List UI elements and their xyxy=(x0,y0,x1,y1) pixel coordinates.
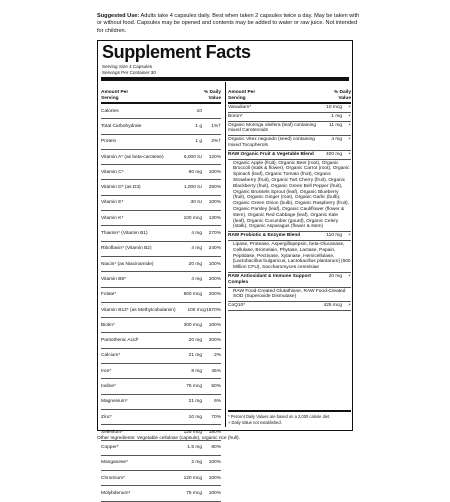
nutrient-amount: 800 mcg xyxy=(183,292,202,298)
nutrient-row xyxy=(101,441,221,456)
nutrient-dv: + xyxy=(348,137,351,143)
nutrient-dv: 100% xyxy=(208,322,221,328)
nutrient-dv: 200% xyxy=(208,338,221,344)
nutrient-dv: 250% xyxy=(208,185,221,191)
header-dv: % Daily Value xyxy=(333,90,351,102)
nutrient-dv: 2%† xyxy=(211,139,221,145)
nutrient-amount: 8 mg xyxy=(191,368,202,374)
nutrient-row xyxy=(101,104,221,119)
nutrient-amount: 4 mg xyxy=(191,276,202,282)
nutrient-dv: 80% xyxy=(211,445,221,451)
nutrient-row xyxy=(101,379,221,394)
nutrient-amount: 11 mg xyxy=(329,122,342,128)
nutrient-dv: 1670% xyxy=(206,307,221,313)
blend-row xyxy=(228,273,351,288)
nutrient-row xyxy=(101,180,221,195)
suggested-use xyxy=(97,13,362,35)
blend-name: RAW Organic Fruit & Vegetable Blend xyxy=(228,151,314,157)
nutrient-name: Organic Vitex negundo (seed) containing mixed Tocopherols xyxy=(228,137,315,148)
nutrient-amount: 60 mg xyxy=(188,169,202,175)
nutrient-row xyxy=(101,364,221,379)
nutrient-row xyxy=(101,165,221,180)
blend-dv: + xyxy=(348,151,351,157)
blend-name: RAW Antioxidant & Immune Support Complex xyxy=(228,273,311,285)
nutrient-amount: 1,000 IU xyxy=(183,185,202,191)
nutrient-name: Iodine* xyxy=(101,383,116,389)
blend-ingredients: Organic Apple (fruit), Organic Beet (root), Organic Broccoli (stalk & flower), Organic Carrot (root), Organic Spinach (leaf), Organic Tomato (fruit), Organic Strawberry (fruit), Organic Tart Cherry (fruit), Organic Blackberry (fruit), Organic Green Bell Pepper (fruit), Organic Brussels Sprout (leaf), Organic Blueberry (fruit), Organic Ginger (root), Organic Garlic (bulb), Organic Green Onion (bulb), Organic Raspberry (fruit), Organic Parsley (leaf), Organic Cauliflower (flower & stem), Organic Red Cabbage (leaf), Organic Kale (leaf), Organic Cucumber (gourd), Organic Celery (stalk), Organic Asparagus (flower & stem) xyxy=(228,160,351,233)
nutrient-row xyxy=(101,288,221,303)
nutrient-amount: 100 mcg xyxy=(187,307,206,313)
nutrient-row xyxy=(101,471,221,486)
nutrient-name: Total Carbohydrate xyxy=(101,123,142,129)
nutrient-dv: 1%† xyxy=(211,123,221,129)
nutrient-amount: 10 mcg xyxy=(326,105,342,110)
footnote xyxy=(228,410,351,425)
nutrient-amount: 300 mcg xyxy=(183,322,202,328)
blend-dv: + xyxy=(348,273,351,279)
right-header xyxy=(228,82,351,104)
nutrient-dv: 2% xyxy=(214,353,221,359)
nutrient-dv: 100% xyxy=(208,460,221,466)
nutrient-dv: + xyxy=(348,105,351,110)
nutrient-row xyxy=(101,456,221,471)
nutrient-name: Calories xyxy=(101,108,119,114)
nutrient-name: Vitamin B12* (as Methylcobalamin) xyxy=(101,307,176,313)
nutrient-name: Chromium* xyxy=(101,475,125,481)
nutrient-amount: 1.5 mg xyxy=(187,445,202,451)
nutrient-dv: + xyxy=(348,303,351,309)
blend-row xyxy=(228,232,351,241)
nutrient-amount: 100 mcg xyxy=(183,215,202,221)
nutrient-dv: 130% xyxy=(208,215,221,221)
nutrient-row xyxy=(101,242,221,257)
servings-per-container: Servings Per Container 30 xyxy=(102,69,156,75)
nutrient-dv: 240% xyxy=(208,246,221,252)
blend-amount: 110 mg xyxy=(326,233,342,239)
nutrient-amount: 4 mg xyxy=(191,231,202,237)
nutrient-dv: 100% xyxy=(208,261,221,267)
nutrient-row xyxy=(101,135,221,150)
nutrient-name: Manganese* xyxy=(101,460,128,466)
nutrient-dv: 45% xyxy=(211,368,221,374)
nutrient-name: Iron* xyxy=(101,368,112,374)
nutrient-name: Boron* xyxy=(228,113,243,119)
nutrient-amount: 10 mg xyxy=(188,414,202,420)
nutrient-amount: 30 IU xyxy=(190,200,202,206)
nutrient-dv: 100% xyxy=(208,169,221,175)
blend-ingredients: Lipase, Protease, Aspergillopepsin, beta-Glucanase, Cellulase, Bromelain, Phytase, Lactase, Papain, Peptidase, Pectinase, Xylanase, Hemicellulase, [Lactobacillus bulgaricus, Lactobacillus plantarum] (500 Million CFU), Saccharomyces cerevisiae xyxy=(228,241,351,273)
nutrient-name: Vitamin D* (as D3) xyxy=(101,185,141,191)
nutrient-dv: 100% xyxy=(208,491,221,497)
blend-ingredients: RAW Food-Created Glutathione, RAW Food-Created SOD (Superoxide Dismutase) xyxy=(228,288,351,303)
nutrient-amount: 20 mg xyxy=(188,338,202,344)
nutrient-amount: 125 mcg xyxy=(183,429,202,435)
nutrient-amount: 21 mg xyxy=(188,353,202,359)
header-amount: Amount Per Serving xyxy=(101,90,129,102)
right-column xyxy=(228,82,351,311)
column-divider xyxy=(225,82,226,427)
other-ingredients: Other Ingredients: Vegetable cellulose (capsule), organic rice (hull). xyxy=(97,436,240,441)
left-rows xyxy=(101,104,221,502)
nutrient-dv: 100% xyxy=(208,200,221,206)
nutrient-row xyxy=(101,333,221,348)
nutrient-name: Magnesium* xyxy=(101,399,128,405)
nutrient-dv: 180% xyxy=(208,429,221,435)
nutrient-amount: 6,000 IU xyxy=(183,154,202,160)
panel-title: Supplement Facts xyxy=(102,42,251,62)
nutrient-dv: 100% xyxy=(208,475,221,481)
nutrient-dv: 200% xyxy=(208,276,221,282)
nutrient-amount: 1 g xyxy=(195,123,202,129)
nutrient-name: Calcium* xyxy=(101,353,121,359)
nutrient-amount: 20 mg xyxy=(188,261,202,267)
nutrient-amount: 2 mg xyxy=(191,460,202,466)
nutrient-amount: 120 mcg xyxy=(183,475,202,481)
nutrient-amount: 21 mg xyxy=(188,399,202,405)
nutrient-dv: 120% xyxy=(208,154,221,160)
nutrient-dv: 6% xyxy=(214,399,221,405)
nutrient-row xyxy=(228,113,351,122)
nutrient-dv: 50% xyxy=(211,383,221,389)
blend-row xyxy=(228,151,351,160)
suggested-use-label: Suggested Use: xyxy=(97,13,140,19)
nutrient-name: Vitamin B6* xyxy=(101,276,126,282)
blend-amount: 400 mg xyxy=(326,151,342,157)
nutrient-name: Vanadium* xyxy=(228,105,252,110)
nutrient-name: Protein xyxy=(101,139,117,145)
nutrient-name: Zinc* xyxy=(101,414,112,420)
nutrient-name: Organic Moringa oleifera (leaf) containing mixed Carotenoids xyxy=(228,122,316,134)
nutrient-amount: 4 mg xyxy=(331,137,342,143)
nutrient-amount: 425 mcg xyxy=(323,303,342,309)
nutrient-dv: 70% xyxy=(211,414,221,420)
nutrient-row xyxy=(101,303,221,318)
nutrient-row xyxy=(228,104,351,113)
serving-size: Serving Size 4 Capsules xyxy=(102,64,153,69)
blend-dv: + xyxy=(348,233,351,239)
nutrient-amount: 1 mg xyxy=(331,113,342,119)
nutrient-name: Riboflavin* (Vitamin B2) xyxy=(101,246,152,252)
nutrient-name: Molybdenum* xyxy=(101,491,131,497)
serving-info xyxy=(102,64,156,75)
nutrient-row xyxy=(228,302,351,311)
nutrient-name: Vitamin A* (as beta-carotene) xyxy=(101,154,164,160)
thick-rule xyxy=(101,77,349,81)
nutrient-name: Vitamin K* xyxy=(101,215,124,221)
nutrient-amount: 1 g xyxy=(195,139,202,145)
footnote-line: * Percent Daily Values are based on a 2,000 calorie diet. xyxy=(228,414,331,420)
nutrient-name: Pantothenic Acid* xyxy=(101,338,139,344)
nutrient-name: Thiamin* (Vitamin B1) xyxy=(101,231,148,237)
nutrient-row xyxy=(101,318,221,333)
nutrient-amount: 75 mcg xyxy=(186,491,202,497)
nutrient-name: Biotin* xyxy=(101,322,115,328)
nutrient-dv: 270% xyxy=(208,231,221,237)
header-amount: Amount Per Serving xyxy=(228,90,256,102)
nutrient-row xyxy=(101,395,221,410)
nutrient-name: CoQ10* xyxy=(228,303,246,309)
nutrient-name: Folate* xyxy=(101,292,117,298)
nutrient-row xyxy=(101,257,221,272)
footnote-line: + Daily Value not established. xyxy=(228,419,282,425)
nutrient-row xyxy=(101,486,221,501)
nutrient-row xyxy=(101,349,221,364)
nutrient-name: Vitamin E* xyxy=(101,200,124,206)
nutrient-row xyxy=(228,136,351,151)
blend-name: RAW Probiotic & Enzyme Blend xyxy=(228,233,301,239)
nutrient-row xyxy=(101,272,221,287)
nutrient-name: Copper* xyxy=(101,445,119,451)
nutrient-dv: + xyxy=(348,113,351,119)
nutrient-dv: + xyxy=(348,122,351,128)
nutrient-row xyxy=(101,226,221,241)
nutrient-name: Vitamin C* xyxy=(101,169,124,175)
nutrient-amount: 4 mg xyxy=(191,246,202,252)
nutrient-row xyxy=(101,150,221,165)
nutrient-row xyxy=(101,196,221,211)
nutrient-dv: 200% xyxy=(208,292,221,298)
nutrient-row xyxy=(228,122,351,137)
nutrient-row xyxy=(101,410,221,425)
left-header xyxy=(101,82,221,104)
nutrient-row xyxy=(101,211,221,226)
nutrient-name: Niacin* (as Niacinamide) xyxy=(101,261,154,267)
blend-amount: 20 mg xyxy=(328,273,342,279)
nutrient-amount: 75 mcg xyxy=(186,383,202,389)
nutrient-row xyxy=(101,119,221,134)
nutrient-name: Selenium* xyxy=(101,429,123,435)
header-dv: % Daily Value xyxy=(203,90,221,102)
nutrient-amount: 10 xyxy=(196,108,202,114)
suggested-use-text: Adults take 4 capsules daily. Best when taken 2 capsules twice a day. May be taken with or without food. Capsules may be opened and contents may be added to water or raw juice. Not intended for children. xyxy=(97,13,360,34)
